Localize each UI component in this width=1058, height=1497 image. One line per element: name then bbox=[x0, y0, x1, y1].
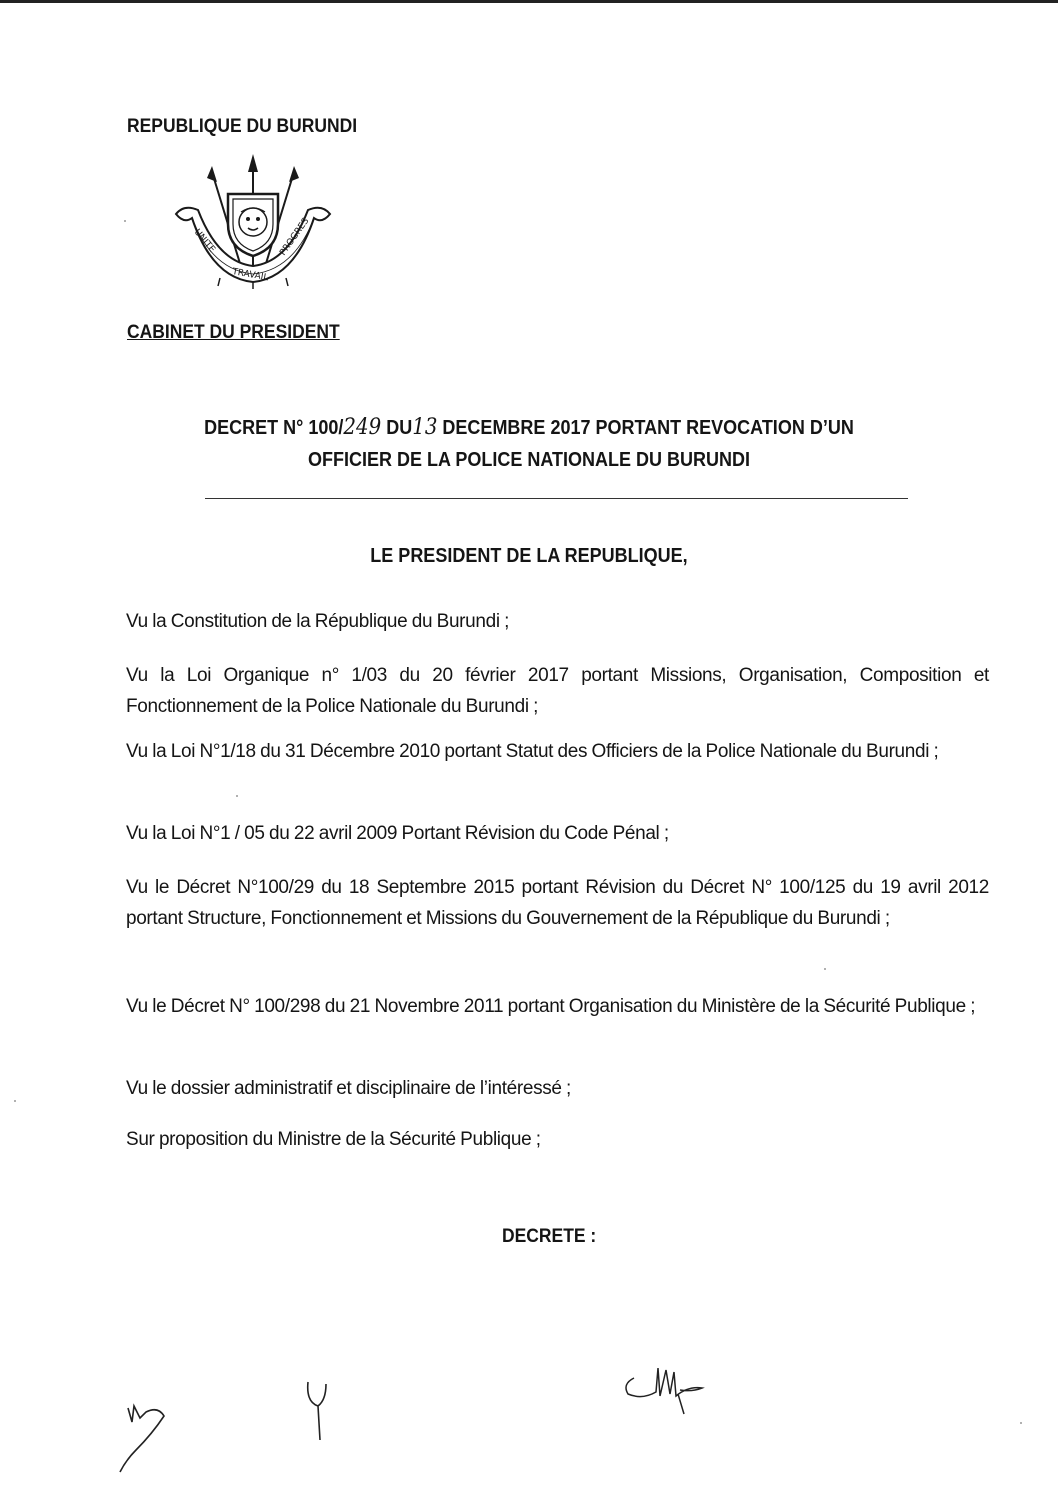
consideration-dossier: Vu le dossier administratif et disciplinaire de l’intéressé ; bbox=[126, 1078, 571, 1099]
consideration-ministry-decree: Vu le Décret N° 100/298 du 21 Novembre 2011 portant Organisation du Ministère de la Sécurité Publique ; bbox=[126, 996, 976, 1017]
decree-title-line-1 bbox=[143, 412, 915, 444]
scan-speck bbox=[1020, 1422, 1022, 1424]
scan-speck bbox=[124, 220, 126, 222]
decree-title bbox=[143, 412, 915, 476]
burundi-coat-of-arms-icon bbox=[170, 152, 340, 290]
motto-word-1: UNITE bbox=[191, 227, 217, 255]
scan-speck bbox=[14, 1100, 16, 1102]
consideration-penal-code: Vu la Loi N°1 / 05 du 22 avril 2009 Portant Révision du Code Pénal ; bbox=[126, 823, 669, 844]
scan-speck bbox=[236, 795, 238, 797]
consideration-proposal: Sur proposition du Ministre de la Sécurité Publique ; bbox=[126, 1129, 541, 1150]
handwritten-decree-number: 249 bbox=[343, 415, 382, 440]
du-label: DU bbox=[386, 417, 413, 439]
initial-mark-1-icon bbox=[112, 1396, 174, 1476]
decree-title-line-2: OFFICIER DE LA POLICE NATIONALE DU BURUNDI bbox=[307, 449, 750, 471]
motto-word-3: PROGRES bbox=[278, 216, 312, 258]
president-heading: LE PRESIDENT DE LA REPUBLIQUE, bbox=[370, 545, 688, 567]
top-border-line bbox=[0, 0, 1058, 3]
country-heading: REPUBLIQUE DU BURUNDI bbox=[127, 116, 358, 137]
handwritten-day: 13 bbox=[412, 415, 438, 440]
cabinet-heading: CABINET DU PRESIDENT bbox=[127, 322, 340, 343]
consideration-constitution: Vu la Constitution de la République du Burundi ; bbox=[126, 611, 510, 632]
title-divider bbox=[205, 498, 908, 499]
consideration-officer-statute: Vu la Loi N°1/18 du 31 Décembre 2010 portant Statut des Officiers de la Police Nationale du Burundi ; bbox=[126, 741, 939, 762]
motto-word-2: TRAVAIL bbox=[231, 267, 270, 284]
initial-mark-3-icon bbox=[618, 1356, 710, 1418]
decree-title-rest: DECEMBRE 2017 PORTANT REVOCATION D’UN bbox=[442, 417, 854, 439]
decrete-heading: DECRETE : bbox=[502, 1226, 597, 1247]
decree-number-prefix: DECRET N° 100/ bbox=[204, 417, 344, 439]
consideration-government-decree: Vu le Décret N°100/29 du 18 Septembre 2015 portant Révision du Décret N° 100/125 du 19 avril 2012 portant Structure, Fonctionnement et Missions du Gouvernement de la République du Burundi ; bbox=[126, 877, 989, 929]
initial-mark-2-icon bbox=[300, 1376, 336, 1446]
scan-speck bbox=[824, 968, 826, 970]
consideration-organic-law: Vu la Loi Organique n° 1/03 du 20 février 2017 portant Missions, Organisation, Composition et Fonctionnement de la Police Nationale du Burundi ; bbox=[126, 665, 989, 717]
